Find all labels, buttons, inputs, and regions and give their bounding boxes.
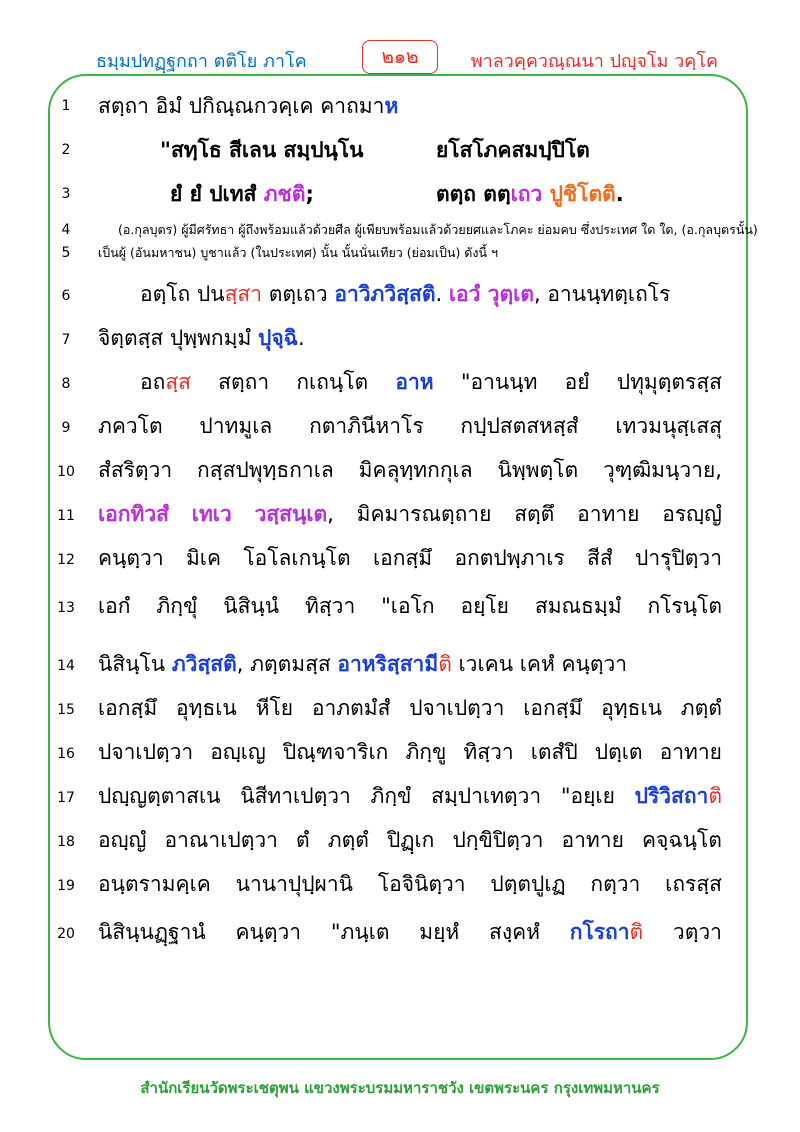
word: นิสินฺนฏฺฐานํ bbox=[98, 920, 206, 944]
line-number: 1 bbox=[61, 98, 71, 114]
word: ปาทมูเล bbox=[199, 414, 273, 438]
book-title: ธมฺมปทฏฺฐกถา ตติโย ภาโค bbox=[96, 51, 307, 72]
line-segment: ยํ ยํ ปเทสํ bbox=[170, 182, 264, 206]
word: สํสริตฺวา bbox=[98, 458, 173, 482]
word: สมฺปาเทตฺวา bbox=[431, 784, 542, 808]
word: นิสินฺนํ bbox=[223, 594, 280, 618]
word: คนฺตฺวา bbox=[98, 546, 164, 570]
word: อญฺญํ bbox=[98, 828, 147, 852]
line-segment: สตฺถา อิมํ ปกิณฺณกวคฺเค คาถมา bbox=[98, 94, 385, 118]
line-number: 7 bbox=[61, 332, 71, 348]
line-segment: ตตฺถ ตตฺ bbox=[436, 182, 511, 206]
word: กสฺสปพุทฺธกาเล bbox=[197, 458, 334, 482]
word: วุฑฺฒิมนฺวาย, bbox=[602, 458, 722, 482]
line-segment: ภวิสฺสติ bbox=[171, 652, 237, 676]
word: ปริวิสถาติ bbox=[634, 784, 722, 808]
chapter-title: พาลวคฺควณฺณนา ปญฺจโม วคฺโค bbox=[470, 51, 718, 72]
word: สตฺตึ bbox=[514, 502, 555, 526]
line-segment: ปูชิโตติ bbox=[542, 182, 616, 206]
word: นิพฺพตฺโต bbox=[497, 458, 579, 482]
line-segment: สฺสา bbox=[224, 282, 263, 306]
line-segment: จิตฺตสฺส ปุพฺพกมฺมํ bbox=[98, 326, 258, 350]
word: ปจาเปตฺวา bbox=[409, 696, 505, 720]
line-text bbox=[98, 692, 722, 725]
line-number: 16 bbox=[57, 746, 75, 762]
line-segment: , ภตฺตมสฺส bbox=[236, 652, 338, 676]
word: ปิณฺฑจาริเก bbox=[282, 740, 389, 764]
word: "เอโก bbox=[381, 594, 435, 618]
word: กปฺปสตสหสฺสํ bbox=[460, 414, 579, 438]
word: เอกํ bbox=[98, 594, 131, 618]
word: ปตฺตปูเฏ bbox=[490, 872, 566, 896]
word: "ภนฺเต bbox=[330, 920, 390, 944]
word: เตสํปิ bbox=[530, 740, 578, 764]
word: ภิกฺขุํ bbox=[156, 594, 198, 618]
line-text bbox=[98, 868, 722, 901]
word: กโรนฺโต bbox=[647, 594, 722, 618]
line-segment: อาหริสฺสามี bbox=[337, 652, 439, 676]
word: สงฺคหํ bbox=[489, 920, 540, 944]
line-segment: เถว bbox=[510, 182, 543, 206]
line-number: 3 bbox=[61, 186, 71, 202]
line-text bbox=[140, 366, 722, 399]
word: อาทาย bbox=[577, 502, 640, 526]
line-segment: อาวิภวิสฺสติ bbox=[334, 282, 436, 306]
word: อยํ bbox=[564, 370, 590, 394]
word: กโรถาติ bbox=[569, 920, 644, 944]
line-segment: . bbox=[615, 182, 624, 206]
word: อาทาย bbox=[561, 828, 624, 852]
line-number: 11 bbox=[57, 508, 75, 524]
word: คจฺฉนฺโต bbox=[641, 828, 722, 852]
word: กตฺวา bbox=[590, 872, 641, 896]
word: ปจาเปตฺวา bbox=[98, 740, 194, 764]
word: อุทฺธเน bbox=[601, 696, 662, 720]
verse-part-b: ยโสโภคสมปฺปิโต bbox=[436, 138, 590, 162]
line-number: 2 bbox=[61, 142, 71, 158]
word: กตาภินีหาโร bbox=[309, 414, 424, 438]
word: เอกสฺมึ bbox=[98, 696, 158, 720]
line-segment: ห bbox=[384, 94, 399, 118]
line-text bbox=[98, 916, 722, 949]
word: อาณาเปตฺวา bbox=[164, 828, 278, 852]
word: เทเว bbox=[191, 502, 232, 526]
word: สมณธมฺมํ bbox=[534, 594, 622, 618]
word: อญฺเญ bbox=[210, 740, 266, 764]
word: วสฺสนฺเต, bbox=[254, 502, 334, 526]
line-segment: . bbox=[435, 282, 449, 306]
line-number: 8 bbox=[61, 376, 71, 392]
line-segment: ปุจฺฉิ bbox=[257, 326, 298, 350]
line-text bbox=[98, 410, 722, 443]
word: คนฺตฺวา bbox=[235, 920, 302, 944]
translation-text: เป็นผู้ (อันมหาชน) บูชาแล้ว (ในประเทศ) นั้น นั้นนั่นเทียว (ย่อมเป็น) ดังนี้ ฯ bbox=[98, 245, 499, 260]
line-segment: นิสินฺโน bbox=[98, 652, 172, 676]
word: อาทาย bbox=[659, 740, 722, 764]
word: ภิกฺขู bbox=[405, 740, 447, 764]
word: วตฺวา bbox=[672, 920, 722, 944]
line-number: 19 bbox=[57, 878, 75, 894]
word: เถรสฺส bbox=[665, 872, 722, 896]
line-number: 14 bbox=[57, 658, 75, 674]
line-text bbox=[98, 824, 722, 857]
word: อาภตมํสํ bbox=[311, 696, 391, 720]
line-segment: ภชติ bbox=[263, 182, 306, 206]
word: ปกฺขิปิตฺวา bbox=[452, 828, 544, 852]
word: มิเค bbox=[185, 546, 222, 570]
line-number: 10 bbox=[57, 464, 75, 480]
translation-text: (อ.กุลบุตร) ผู้มีศรัทธา ผู้ถึงพร้อมแล้วด้วยศีล ผู้เพียบพร้อมแล้วด้วยยศและโภคะ ย่อมคบ ซึ่งประเทศ ใด ใด, (อ.กุลบุตรนั้น) bbox=[118, 222, 758, 237]
word: มิคลุทฺทกกุเล bbox=[358, 458, 473, 482]
word: ภควโต bbox=[98, 414, 163, 438]
line-number: 6 bbox=[61, 288, 71, 304]
line-segment: ตตฺเถว bbox=[262, 282, 335, 306]
word: อุทฺธเน bbox=[175, 696, 237, 720]
line-number: 9 bbox=[61, 420, 71, 436]
line-segment: . bbox=[297, 326, 305, 350]
line-number: 4 bbox=[61, 222, 71, 238]
page-number: ๒๑๒ bbox=[362, 40, 438, 74]
word: อถสฺส bbox=[140, 370, 191, 394]
word: อนฺตรามคฺเค bbox=[98, 872, 211, 896]
line-text bbox=[98, 590, 722, 623]
word: ปทุมุตฺตรสฺส bbox=[616, 370, 722, 394]
word: ตํ bbox=[296, 828, 310, 852]
word: โอโลเกนฺโต bbox=[243, 546, 351, 570]
word: เอกทิวสํ bbox=[98, 502, 169, 526]
verse-part-b bbox=[436, 178, 624, 211]
line-number: 5 bbox=[61, 245, 71, 261]
word: ทิสฺวา bbox=[305, 594, 356, 618]
line-segment: เวเคน เคหํ คนฺตฺวา bbox=[451, 652, 628, 676]
line-number: 12 bbox=[57, 552, 75, 568]
word: ทิสฺวา bbox=[463, 740, 514, 764]
word: ปารุปิตฺวา bbox=[635, 546, 722, 570]
line-segment: อตฺโถ ปน bbox=[140, 282, 225, 306]
line-number: 20 bbox=[57, 926, 75, 942]
word: ปิฏฺเก bbox=[387, 828, 435, 852]
word: กเถนฺโต bbox=[296, 370, 369, 394]
word: ปตฺเต bbox=[594, 740, 643, 764]
word: อรญฺญํ bbox=[662, 502, 722, 526]
word: ภตฺตํ bbox=[327, 828, 369, 852]
word: หีโย bbox=[255, 696, 294, 720]
line-text bbox=[98, 648, 627, 681]
line-number: 18 bbox=[57, 834, 75, 850]
line-segment: เอวํ วุตฺเต bbox=[448, 282, 534, 306]
word: ภิกฺขํ bbox=[370, 784, 412, 808]
word: ปญฺญตฺตาสเน bbox=[98, 784, 221, 808]
line-segment: ; bbox=[305, 182, 314, 206]
word: อาห bbox=[395, 370, 434, 394]
line-number: 13 bbox=[57, 600, 75, 616]
word: เอกสฺมึ bbox=[523, 696, 583, 720]
word: สตฺถา bbox=[218, 370, 270, 394]
line-number: 17 bbox=[57, 790, 75, 806]
word: โอจินิตฺวา bbox=[377, 872, 466, 896]
line-text bbox=[98, 322, 305, 355]
footer: สำนักเรียนวัดพระเชตุพน แขวงพระบรมมหาราชวัง เขตพระนคร กรุงเทพมหานคร bbox=[140, 1079, 660, 1097]
line-text bbox=[98, 454, 722, 487]
line-number: 15 bbox=[57, 702, 75, 718]
verse-part-a bbox=[170, 178, 314, 211]
line-text bbox=[140, 278, 670, 311]
word: เอกสฺมึ bbox=[372, 546, 433, 570]
line-text bbox=[98, 542, 722, 575]
line-text bbox=[98, 780, 722, 813]
word: อยฺโย bbox=[460, 594, 509, 618]
line-segment: ติ bbox=[438, 652, 452, 676]
word: มิคมารณตฺถาย bbox=[356, 502, 492, 526]
word: มยฺหํ bbox=[419, 920, 460, 944]
word: นิสีทาเปตฺวา bbox=[240, 784, 351, 808]
word: นานาปุปฺผานิ bbox=[235, 872, 354, 896]
word: ภตฺตํ bbox=[680, 696, 722, 720]
line-text bbox=[98, 90, 398, 123]
line-text bbox=[98, 498, 722, 531]
verse-part-a: "สทฺโธ สีเลน สมฺปนฺโน bbox=[160, 138, 364, 162]
word: "อานนฺท bbox=[460, 370, 538, 394]
word: อกตปพฺภาเร bbox=[454, 546, 565, 570]
line-segment: , อานนฺทตฺเถโร bbox=[533, 282, 671, 306]
line-text bbox=[98, 736, 722, 769]
word: "อยฺเย bbox=[560, 784, 615, 808]
word: สีสํ bbox=[587, 546, 613, 570]
word: เทวมนุสฺเสสุ bbox=[615, 414, 722, 438]
